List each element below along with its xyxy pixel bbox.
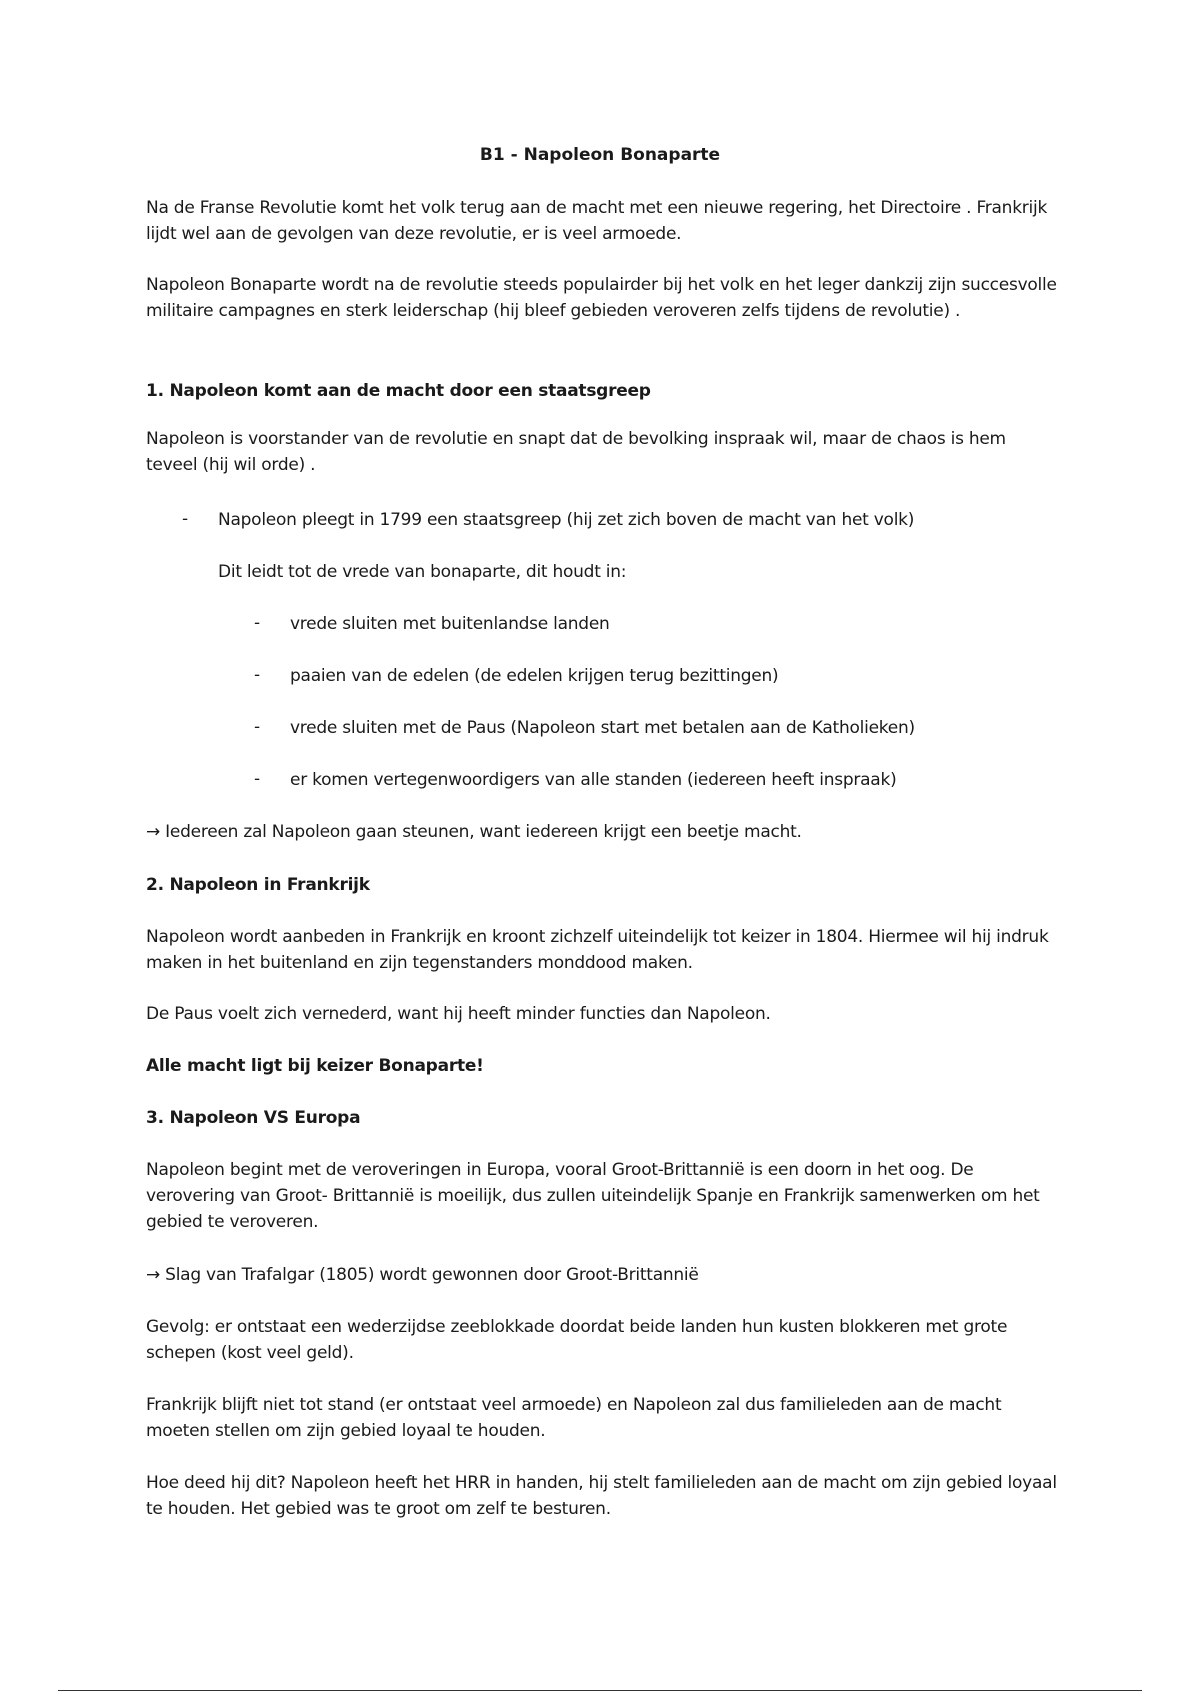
- list-item: vrede sluiten met de Paus (Napoleon start met betalen aan de Katholieken): [290, 718, 915, 738]
- section-3-heading: 3. Napoleon VS Europa: [146, 1108, 361, 1128]
- list-item: er komen vertegenwoordigers van alle standen (iedereen heeft inspraak): [290, 770, 897, 790]
- bullet-dash: -: [182, 509, 189, 529]
- section-1-sub-intro: Dit leidt tot de vrede van bonaparte, dit houdt in:: [218, 562, 627, 582]
- section-2-paragraph-2: De Paus voelt zich vernederd, want hij heeft minder functies dan Napoleon.: [146, 1004, 771, 1024]
- section-2-paragraph-1: Napoleon wordt aanbeden in Frankrijk en kroont zichzelf uiteindelijk tot keizer in 1804. Hiermee wil hij indruk maken in het buitenland en zijn tegenstanders monddood maken.: [146, 927, 1049, 973]
- section-3-paragraph-3: Frankrijk blijft niet tot stand (er ontstaat veel armoede) en Napoleon zal dus familieleden aan de macht moeten stellen om zijn gebied loyaal te houden.: [146, 1395, 1002, 1441]
- footer-divider: [58, 1690, 1142, 1691]
- section-3-paragraph-2: Gevolg: er ontstaat een wederzijdse zeeblokkade doordat beide landen hun kusten blokkeren met grote schepen (kost veel geld).: [146, 1317, 1008, 1363]
- section-2-heading: 2. Napoleon in Frankrijk: [146, 875, 370, 895]
- list-item: vrede sluiten met buitenlandse landen: [290, 614, 610, 634]
- document-title: B1 - Napoleon Bonaparte: [479, 145, 721, 165]
- sub-bullet-dash: -: [254, 717, 261, 737]
- section-1-heading: 1. Napoleon komt aan de macht door een staatsgreep: [146, 381, 651, 401]
- intro-paragraph-1: Na de Franse Revolutie komt het volk terug aan de macht met een nieuwe regering, het Directoire . Frankrijk lijdt wel aan de gevolgen van deze revolutie, er is veel armoede.: [146, 198, 1048, 244]
- section-1-paragraph: Napoleon is voorstander van de revolutie en snapt dat de bevolking inspraak wil, maar de chaos is hem teveel (hij wil orde) .: [146, 429, 1006, 475]
- list-item: paaien van de edelen (de edelen krijgen terug bezittingen): [290, 666, 779, 686]
- sub-bullet-dash: -: [254, 769, 261, 789]
- section-2-emphasis: Alle macht ligt bij keizer Bonaparte!: [146, 1056, 484, 1076]
- sub-bullet-dash: -: [254, 665, 261, 685]
- section-1-conclusion: → Iedereen zal Napoleon gaan steunen, want iedereen krijgt een beetje macht.: [146, 822, 802, 842]
- section-3-paragraph-1: Napoleon begint met de veroveringen in Europa, vooral Groot-Brittannië is een doorn in het oog. De verovering van Groot- Brittannië is moeilijk, dus zullen uiteindelijk Spanje en Frankrijk samenwerken om het gebied te veroveren.: [146, 1160, 1040, 1232]
- intro-paragraph-2: Napoleon Bonaparte wordt na de revolutie steeds populairder bij het volk en het leger dankzij zijn succesvolle militaire campagnes en sterk leiderschap (hij bleef gebieden veroveren zelfs tijdens de revolutie) .: [146, 275, 1057, 321]
- section-1-bullet: Napoleon pleegt in 1799 een staatsgreep (hij zet zich boven de macht van het volk): [218, 510, 915, 530]
- sub-bullet-dash: -: [254, 613, 261, 633]
- section-3-arrow-line: → Slag van Trafalgar (1805) wordt gewonnen door Groot-Brittannië: [146, 1265, 699, 1285]
- section-3-paragraph-4: Hoe deed hij dit? Napoleon heeft het HRR in handen, hij stelt familieleden aan de macht om zijn gebied loyaal te houden. Het gebied was te groot om zelf te besturen.: [146, 1473, 1057, 1519]
